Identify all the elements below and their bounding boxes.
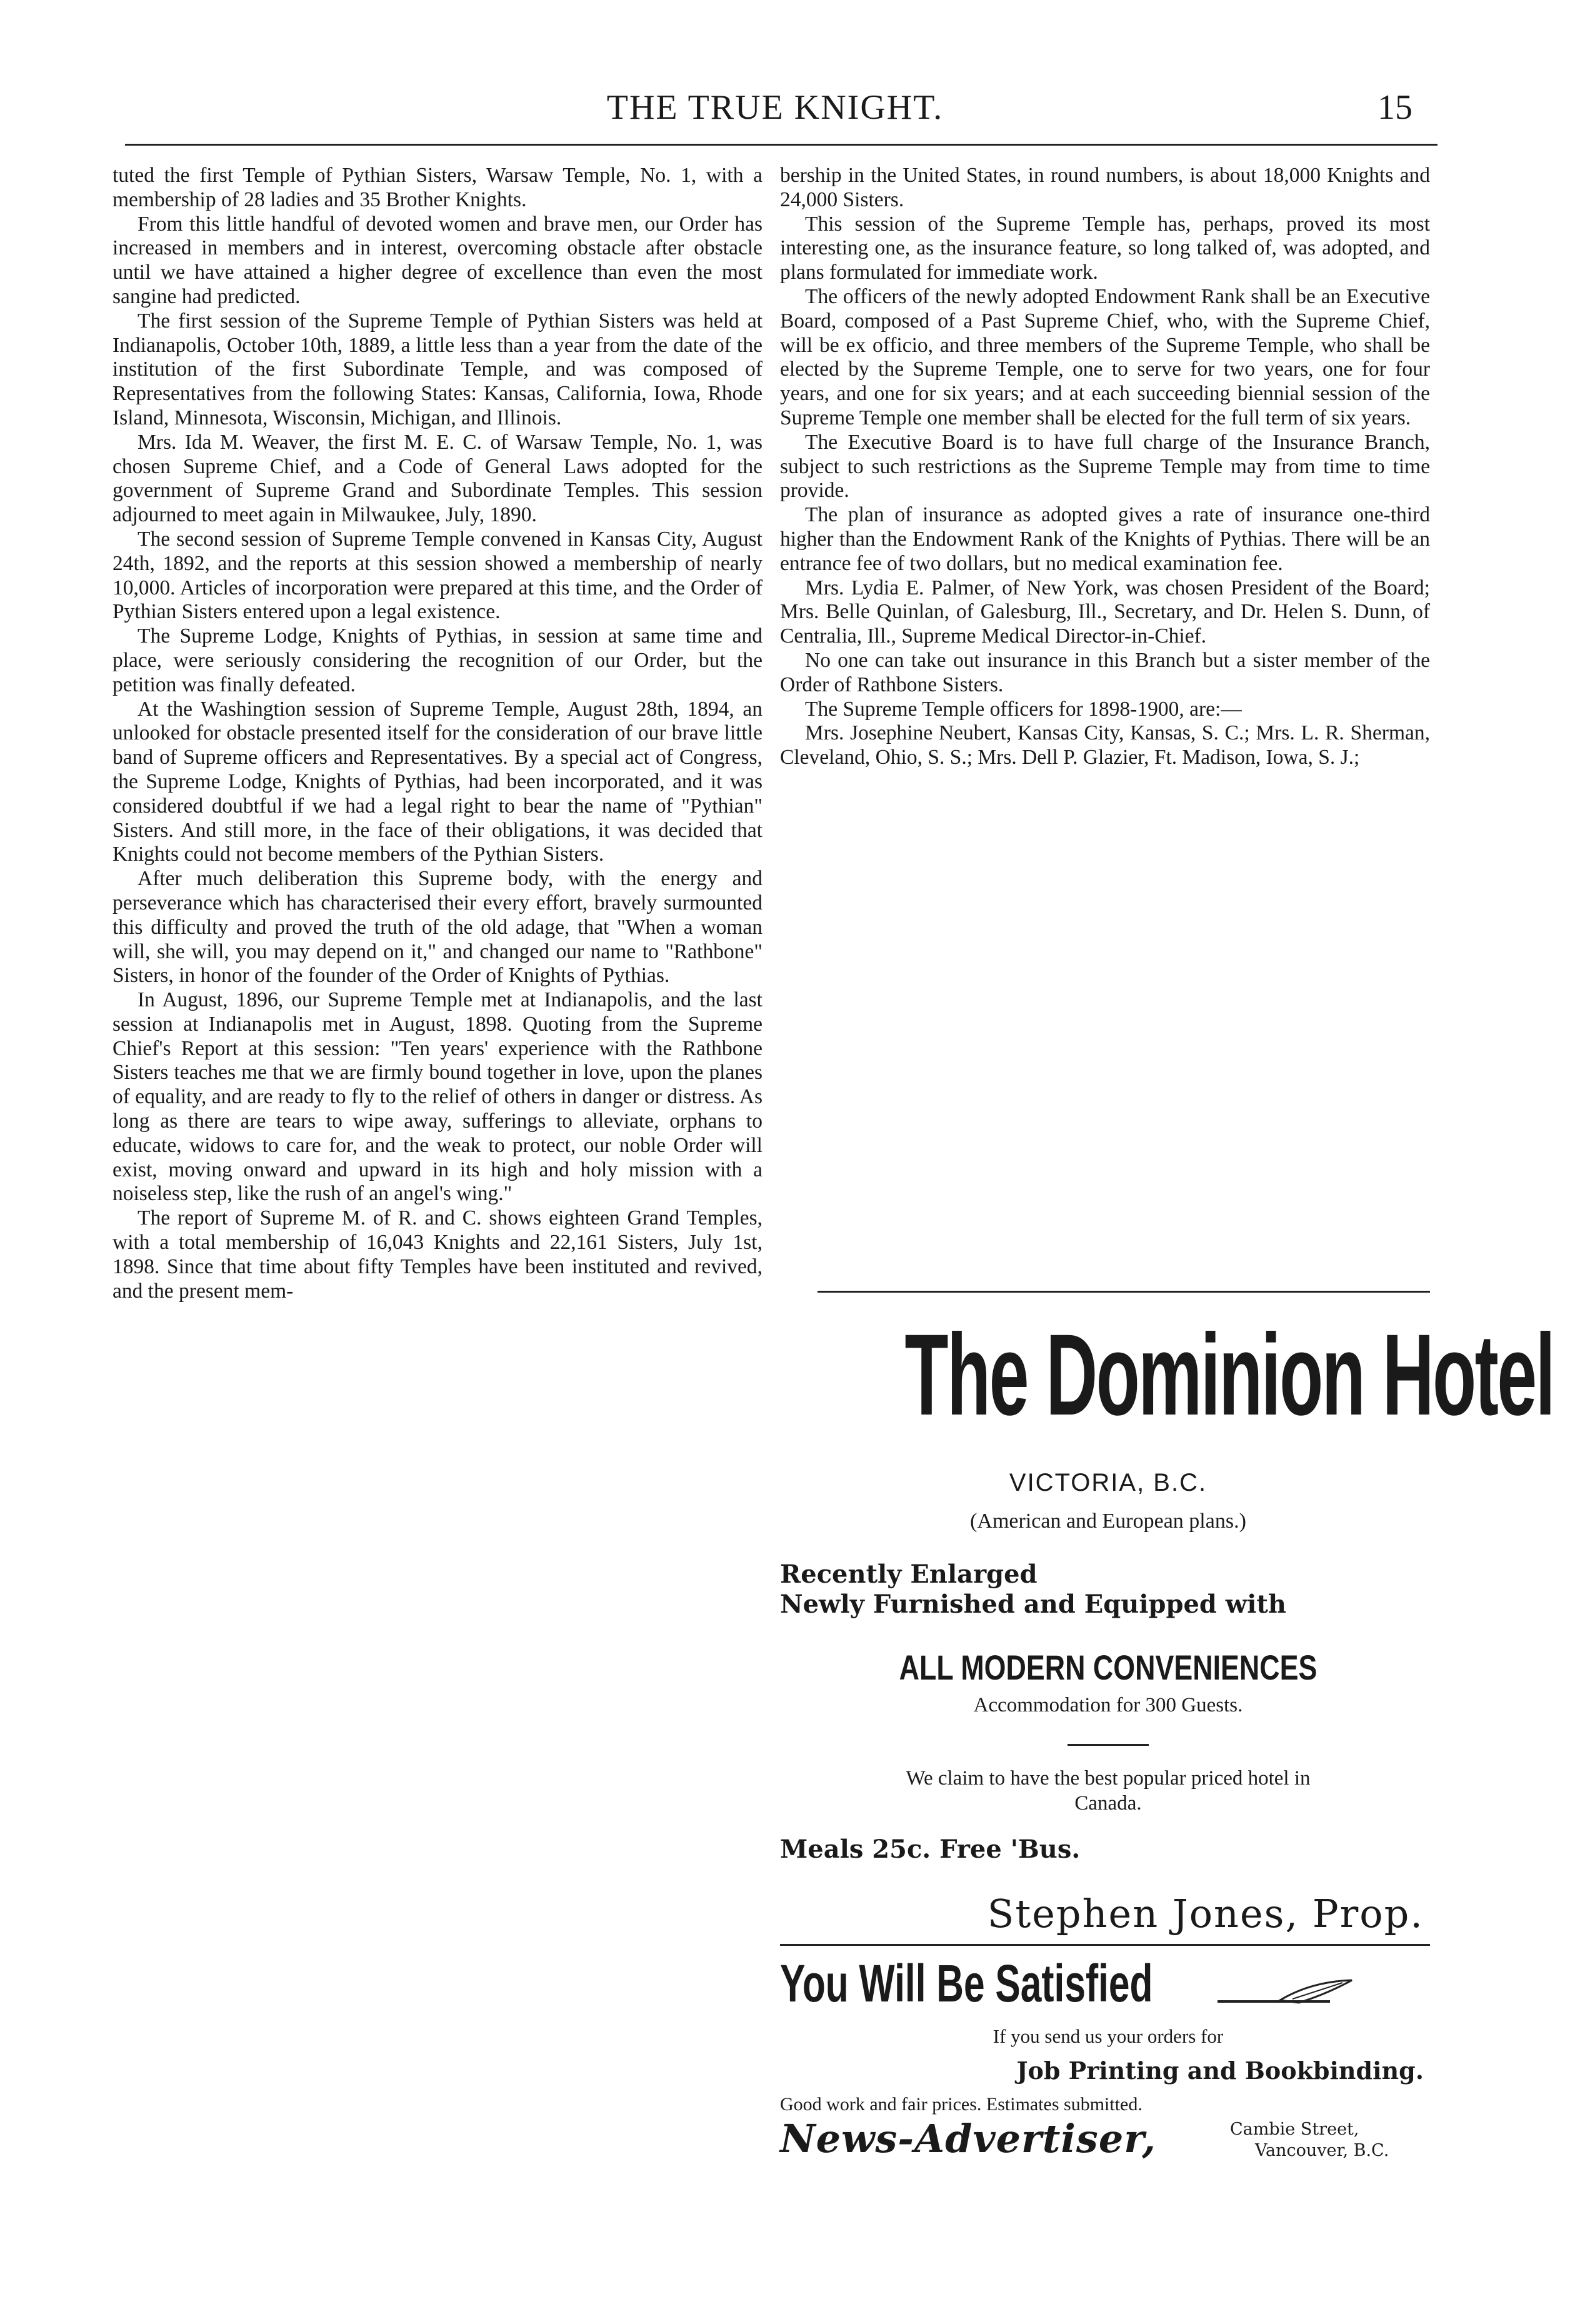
pen-flourish-icon — [1218, 1975, 1355, 2006]
proprietor-name: Stephen Jones, Prop. — [987, 1891, 1424, 1936]
hotel-name: The Dominion Hotel — [904, 1311, 1554, 1440]
paragraph: At the Washingtion session of Supreme Temple, August 28th, 1894, an unlooked for obstacle presented itself for the consideration of our brave little band of Supreme officers and Representatives. By a special act of Congress, the Supreme Lodge, Knights of Pythias, had been incorporated, and it was considered doubtful if we had a legal right to bear the name of "Pythian" Sisters. And still more, in the face of their obligations, it was decided that Knights could not become members of the Pythian Sisters. — [112, 697, 762, 866]
header-rule — [125, 144, 1438, 146]
hotel-location: VICTORIA, B.C. — [1009, 1469, 1208, 1496]
job-printing-line: Job Printing and Bookbinding. — [1016, 2056, 1424, 2085]
paragraph: The second session of Supreme Temple convened in Kansas City, August 24th, 1892, and the reports at this session showed a membership of nearly 10,000. Articles of incorporation were prepared at this time, and the Order of Pythian Sisters entered upon a legal existence. — [112, 527, 762, 624]
paragraph: The officers of the newly adopted Endowment Rank shall be an Executive Board, composed of a Past Supreme Chief, who, with the Supreme Chief, will be ex officio, and three members of the Supreme Temple, who shall be elected by the Supreme Temple, one to serve for two years, one for four years, and one for six years; and at each succeeding biennial session of the Supreme Temple one member shall be elected for the full term of six years. — [780, 284, 1430, 429]
accommodation-note: Accommodation for 300 Guests. — [973, 1694, 1243, 1716]
paragraph: The plan of insurance as adopted gives a rate of insurance one-third higher than the Endowment Rank of the Knights of Pythias. There will be an entrance fee of two dollars, but no medical examination fee. — [780, 503, 1430, 575]
good-work-line: Good work and fair prices. Estimates submitted. — [780, 2094, 1142, 2115]
page-header — [112, 88, 1438, 138]
paragraph: bership in the United States, in round numbers, is about 18,000 Knights and 24,000 Sisters. — [780, 164, 1430, 211]
paragraph: The first session of the Supreme Temple of Pythian Sisters was held at Indianapolis, October 10th, 1889, a little less than a year from the date of the institution of the first Subordinate Temple, and was composed of Representatives from the following States: Kansas, California, Iowa, Rhode Island, Minnesota, Wisconsin, Michigan, and Illinois. — [112, 309, 762, 429]
paragraph: The Supreme Temple officers for 1898-1900, are:— — [805, 697, 1242, 721]
paragraph: tuted the first Temple of Pythian Sisters, Warsaw Temple, No. 1, with a membership of 28 ladies and 35 Brother Knights. — [112, 164, 762, 211]
paragraph: After much deliberation this Supreme body, with the energy and perseverance which has characterised their every effort, bravely surmounted this difficulty and proved the truth of the old adage, that "When a woman will, she will, you may depend on it," and changed our name to "Rathbone" Sisters, in honor of the founder of the Order of Knights of Pythias. — [112, 867, 762, 988]
paragraph: Mrs. Lydia E. Palmer, of New York, was chosen President of the Board; Mrs. Belle Quinlan, of Galesburg, Ill., Secretary, and Dr. Helen S. Dunn, of Centralia, Ill., Supreme Medical Director-in-Chief. — [780, 576, 1430, 648]
paragraph: From this little handful of devoted women and brave men, our Order has increased in members and in interest, overcoming obstacle after obstacle until we have attained a higher degree of excellence than even the most sangine had predicted. — [112, 212, 762, 308]
paragraph: This session of the Supreme Temple has, perhaps, proved its most interesting one, as the insurance feature, so long talked of, was adopted, and plans formulated for immediate work. — [780, 212, 1430, 284]
hotel-advertisement — [780, 1291, 1554, 2266]
newspaper-name: News-Advertiser, — [780, 2116, 1157, 2161]
newspaper-address — [1230, 2119, 1389, 2161]
feature-line: Recently Enlarged — [780, 1560, 1038, 1589]
paragraph: Mrs. Josephine Neubert, Kansas City, Kansas, S. C.; Mrs. L. R. Sherman, Cleveland, Ohio, S. S.; Mrs. Dell P. Glazier, Ft. Madison, Iowa, S. J.; — [780, 721, 1430, 769]
claim-line: Canada. — [1074, 1792, 1142, 1815]
ad-top-rule — [818, 1291, 1430, 1293]
paragraph: The Supreme Lodge, Knights of Pythias, in session at same time and place, were seriously considering the recognition of our Order, but the petition was finally defeated. — [112, 624, 762, 696]
paragraph: The Executive Board is to have full charge of the Insurance Branch, subject to such restrictions as the Supreme Temple may from time to time provide. — [780, 430, 1430, 503]
right-column — [780, 164, 1430, 1351]
running-title: THE TRUE KNIGHT. — [606, 88, 944, 127]
feature-line: Newly Furnished and Equipped with — [780, 1590, 1286, 1619]
paragraph: In August, 1896, our Supreme Temple met at Indianapolis, and the last session at Indianapolis met in August, 1898. Quoting from the Supreme Chief's Report at this session: "Ten years' experience with the Rathbone Sisters teaches me that we are firmly bound together in love, upon the planes of equality, and are ready to fly to the relief of others in danger or distress. As long as there are tears to wipe away, sufferings to alleviate, orphans to educate, widows to care for, and the weak to protect, our noble Order will exist, moving onward and upward in its high and holy mission with a noiseless step, like the rush of an angel's wing." — [112, 988, 762, 1206]
paragraph: No one can take out insurance in this Branch but a sister member of the Order of Rathbone Sisters. — [780, 648, 1430, 696]
hotel-features — [780, 1560, 1286, 1620]
hotel-claim — [780, 1766, 1436, 1816]
claim-line: We claim to have the best popular priced hotel in — [906, 1767, 1311, 1790]
short-divider — [1068, 1744, 1149, 1746]
hotel-plans: (American and European plans.) — [970, 1510, 1246, 1533]
orders-line: If you send us your orders for — [992, 2025, 1224, 2047]
paragraph: Mrs. Ida M. Weaver, the first M. E. C. of Warsaw Temple, No. 1, was chosen Supreme Chief, and a Code of General Laws adopted for the government of Supreme Grand and Subordinate Temples. This session adjourned to meet again in Milwaukee, July, 1890. — [112, 430, 762, 527]
city: Vancouver, B.C. — [1255, 2141, 1389, 2160]
satisfied-slogan: You Will Be Satisfied — [780, 1954, 1153, 2013]
page-number: 15 — [1378, 88, 1412, 127]
conveniences-heading: ALL MODERN CONVENIENCES — [899, 1648, 1318, 1687]
street: Cambie Street, — [1230, 2120, 1359, 2139]
paragraph: The report of Supreme M. of R. and C. shows eighteen Grand Temples, with a total membership of 16,043 Knights and 22,161 Sisters, July 1st, 1898. Since that time about fifty Temples have been instituted and revived, and the present mem- — [112, 1206, 762, 1303]
ad-divider — [780, 1944, 1430, 1946]
left-column — [112, 164, 762, 2251]
meals-line: Meals 25c. Free 'Bus. — [780, 1835, 1081, 1864]
